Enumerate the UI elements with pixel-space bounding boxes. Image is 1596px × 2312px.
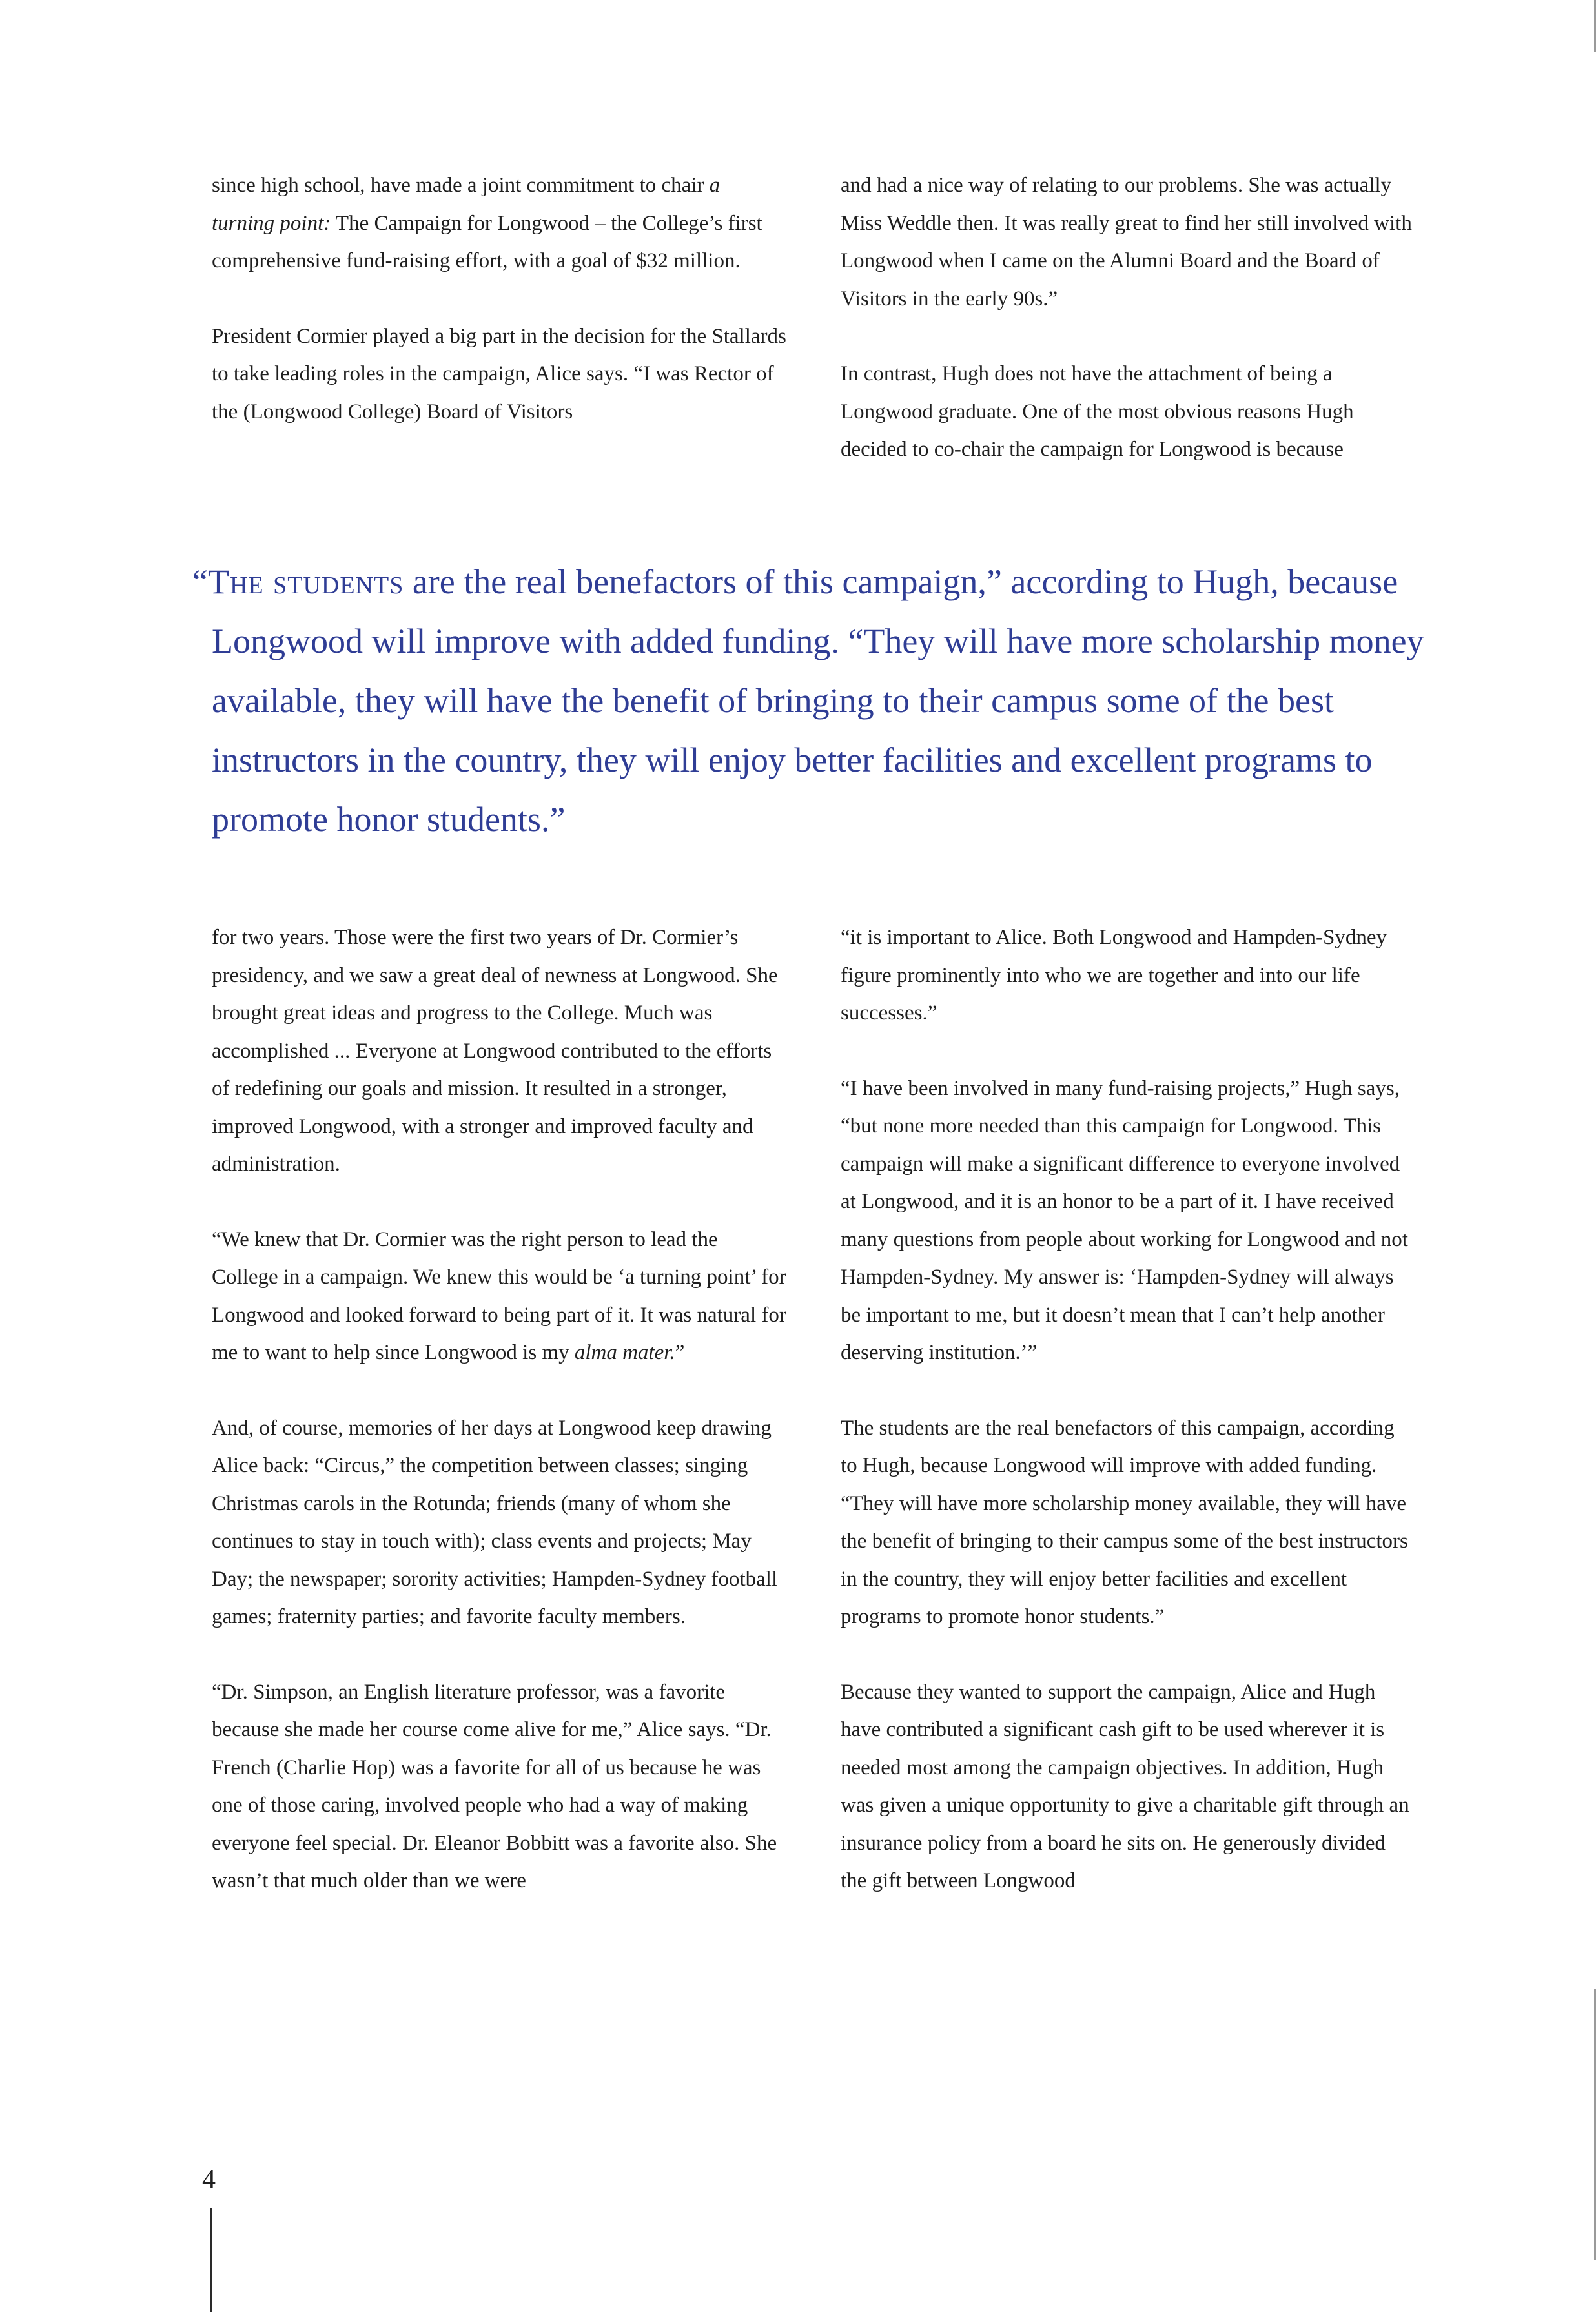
paragraph: Because they wanted to support the campaign, Alice and Hugh have contributed a significant cash gift to be used wherever it is needed most among the campaign objectives. In addition, Hugh was given a unique opportunity to give a charitable gift through an insurance policy from a board he sits on. He generously divided the gift between Longwood xyxy=(841,1680,1409,1892)
page-number-rule xyxy=(210,2208,212,2312)
paragraph: “Dr. Simpson, an English literature professor, was a favorite because she made her course come alive for me,” Alice says. “Dr. French (Charlie Hop) was a favorite for all of us because he was one of those caring, involved people who had a way of making everyone feel special. Dr. Eleanor Bobbitt was a favorite also. She wasn’t that much older than we were xyxy=(212,1680,777,1892)
pull-quote-lead: The students xyxy=(207,562,404,601)
paragraph: President Cormier played a big part in the decision for the Stallards to take leading roles in the campaign, Alice says. “I was Rector of the (Longwood College) Board of Visitors xyxy=(212,324,786,424)
pull-quote xyxy=(192,552,1426,849)
paragraph: “I have been involved in many fund-raising projects,” Hugh says, “but none more needed than this campaign for Longwood. This campaign will make a significant difference to everyone involved at Longwood, and it is an honor to be a part of it. I have received many questions from people about working for Longwood and not Hampden-Sydney. My answer is: ‘Hampden-Sydney will always be important to me, but it doesn’t mean that I can’t help another deserving institution.’” xyxy=(841,1076,1408,1364)
alma-mater-italic: alma mater. xyxy=(574,1341,675,1364)
paragraph: for two years. Those were the first two years of Dr. Cormier’s presidency, and we saw a great deal of newness at Longwood. She brought great ideas and progress to the College. Much was accomplished ... Everyone at Longwood contributed to the efforts of redefining our goals and mission. It resulted in a stronger, improved Longwood, with a stronger and improved faculty and administration. xyxy=(212,926,778,1176)
top-left-column xyxy=(212,167,786,468)
paragraph: “it is important to Alice. Both Longwood and Hampden-Sydney figure prominently into who we are together and into our life successes.” xyxy=(841,926,1387,1025)
paragraph: and had a nice way of relating to our problems. She was actually Miss Weddle then. It was really great to find her still involved with Longwood when I came on the Alumni Board and the Board of Visitors in the early 90s.” xyxy=(841,174,1412,311)
pull-quote-text: are the real benefactors of this campaign,” according to Hugh, because Longwood will improve with added funding. “They will have more scholarship money available, they will have the benefit of bringing to their campus some of the best instructors in the country, they will enjoy better facilities and excellent programs to promote honor students.” xyxy=(212,562,1424,839)
page-number: 4 xyxy=(202,2165,216,2194)
top-right-column xyxy=(841,167,1415,506)
campaign-name-italic: a turning point: xyxy=(212,174,721,235)
paragraph: since high school, have made a joint commitment to chair a turning point: The Campaign for Longwood – the College’s first comprehensive fund-raising effort, with a goal of $32 million. xyxy=(212,174,762,272)
paragraph: The students are the real benefactors of this campaign, according to Hugh, because Longwood will improve with added funding. “They will have more scholarship money available, they will have the benefit of bringing to their campus some of the best instructors in the country, they will enjoy better facilities and excellent programs to promote honor students.” xyxy=(841,1416,1408,1628)
paragraph: And, of course, memories of her days at Longwood keep drawing Alice back: “Circus,” the competition between classes; singing Christmas carols in the Rotunda; friends (many of whom she continues to stay in touch with); class events and projects; May Day; the newspaper; sorority activities; Hampden-Sydney football games; fraternity parties; and favorite faculty members. xyxy=(212,1416,778,1628)
bottom-left-column xyxy=(212,919,786,1938)
paragraph: In contrast, Hugh does not have the attachment of being a Longwood graduate. One of the most obvious reasons Hugh decided to co-chair the campaign for Longwood is because xyxy=(841,362,1354,461)
paragraph: “We knew that Dr. Cormier was the right person to lead the College in a campaign. We knew this would be ‘a turning point’ for Longwood and looked forward to being part of it. It was natural for me to want to help since Longwood is my alma mater.” xyxy=(212,1227,786,1364)
pull-quote-open-mark: “ xyxy=(192,562,208,601)
bottom-right-column xyxy=(841,919,1415,1938)
